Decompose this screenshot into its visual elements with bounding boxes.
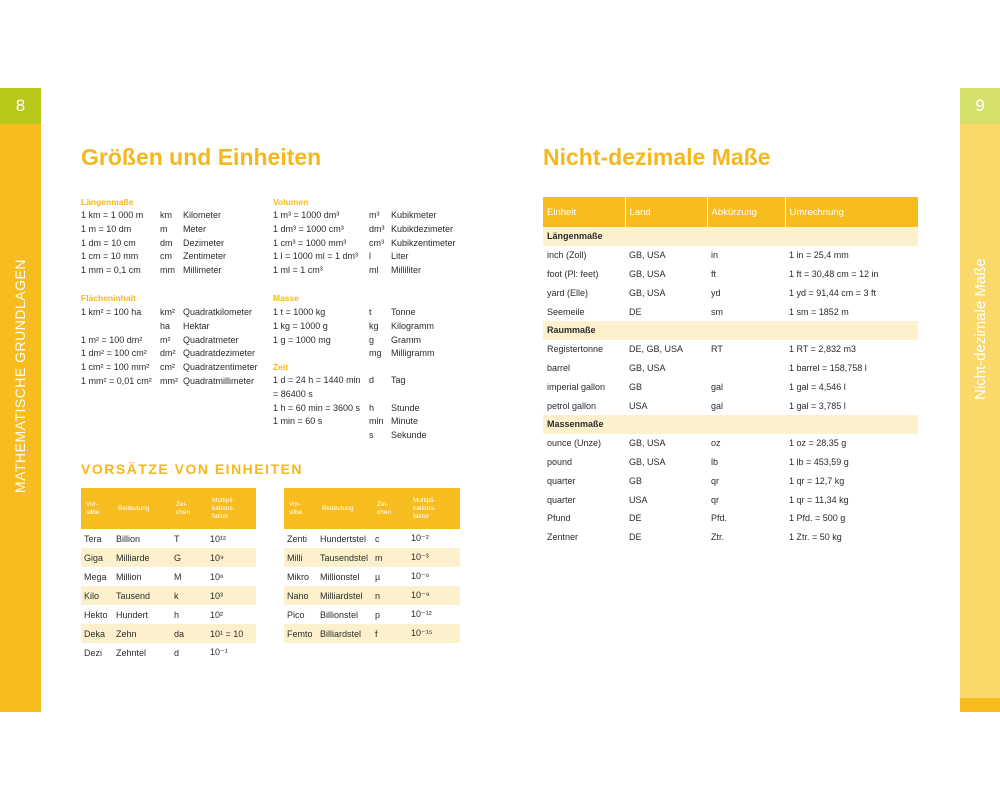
table-cell: USA — [629, 400, 648, 411]
unit-conv: 1 cm² = 100 mm² — [81, 362, 150, 373]
unit-name: Tonne — [391, 307, 416, 317]
table-cell: foot (Pl: feet) — [547, 268, 599, 279]
table-row — [81, 586, 256, 605]
unit-name: Quadratmillimeter — [183, 376, 255, 386]
unit-sym: kg — [369, 320, 379, 331]
table-cell: Pfund — [547, 513, 571, 524]
table-cell: GB, USA — [629, 362, 666, 373]
table-cell: Mega — [84, 571, 107, 582]
table-cell: Mikro — [287, 571, 309, 582]
unit-sym: ml — [369, 265, 379, 276]
unit-name: Kubikmeter — [391, 210, 437, 220]
table-cell: Tausend — [113, 586, 171, 605]
unit-name: Milligramm — [391, 348, 435, 359]
table-cell: c — [375, 533, 380, 544]
unit-sym: dm² — [160, 348, 176, 359]
prefix-header: Bedeutung — [113, 488, 171, 529]
table-cell: DE — [629, 306, 642, 317]
unit-name: Kilometer — [183, 210, 222, 220]
unit-sym: km — [160, 210, 172, 220]
table-cell: 1 yd = 91,44 cm = 3 ft — [789, 287, 877, 298]
unit-sym: dm — [160, 237, 173, 248]
table-cell: Pfd. — [711, 513, 728, 524]
table-cell: Zentner — [547, 532, 579, 543]
unit-sym: d — [369, 375, 375, 385]
table-row — [284, 529, 460, 548]
unit-conv: 1 dm³ = 1000 cm³ — [273, 223, 344, 234]
prefix-table-left — [81, 488, 256, 662]
table-cell: lb — [711, 456, 719, 467]
table-cell: 10⁻¹⁵ — [408, 624, 460, 643]
table-cell: 1 Ztr. = 50 kg — [789, 532, 842, 543]
table-cell: d — [174, 647, 180, 658]
table-cell: Hekto — [84, 609, 108, 620]
section-masse-heading: Masse — [273, 293, 299, 303]
table-cell: 1 barrel = 158,758 l — [789, 362, 867, 373]
prefix-header: Bedeutung — [317, 488, 372, 529]
table-row — [543, 340, 918, 359]
table-cell: inch (Zoll) — [547, 250, 587, 261]
table-row — [284, 567, 460, 586]
table-row — [543, 434, 918, 453]
unit-name: Zentimeter — [183, 251, 227, 262]
table-cell: Femto — [284, 624, 317, 643]
table-cell: 10⁻¹ — [210, 647, 228, 657]
table-row — [81, 529, 256, 548]
table-cell: 10³ — [207, 586, 256, 605]
table-cell: DE — [629, 513, 642, 524]
table-row — [81, 605, 256, 624]
table-cell: p — [375, 609, 381, 620]
table-row — [81, 624, 256, 643]
table-cell: Dezi — [84, 647, 103, 658]
unit-name: Kubikdezimeter — [391, 223, 454, 234]
unit-name: Kubikzentimeter — [391, 237, 456, 248]
table-cell: GB, USA — [629, 250, 666, 261]
table-cell: quarter — [547, 475, 576, 486]
table-row — [543, 490, 918, 509]
unit-name: Gramm — [391, 334, 421, 345]
table-cell: 1 Pfd. = 500 g — [789, 513, 846, 524]
table-row — [543, 396, 918, 415]
table-cell: Milli — [284, 548, 317, 567]
unit-sym: cm — [160, 251, 172, 262]
table-cell: yard (Elle) — [547, 287, 589, 298]
table-cell: Billiardstel — [317, 624, 372, 643]
table-cell: imperial gallon — [547, 381, 606, 392]
table-cell: 10⁻³ — [408, 548, 460, 567]
table-header: Umrechnung — [785, 197, 918, 227]
table-row — [543, 283, 918, 302]
table-cell: f — [372, 624, 408, 643]
table-cell: 10⁹ — [207, 548, 256, 567]
table-cell: 10⁻⁶ — [411, 571, 430, 581]
table-cell: petrol gallon — [547, 400, 597, 411]
table-cell: da — [171, 624, 207, 643]
table-cell: qr — [711, 494, 720, 505]
unit-conv: 1 mm² = 0,01 cm² — [81, 376, 152, 386]
table-row — [543, 453, 918, 472]
table-cell: RT — [711, 344, 723, 355]
right-page-title: Nicht-dezimale Maße — [543, 144, 771, 170]
prefix-header: Zei- chen — [171, 488, 207, 529]
table-cell: USA — [629, 494, 648, 505]
table-cell: GB, USA — [629, 287, 666, 298]
table-cell: Nano — [284, 586, 317, 605]
unit-conv: = 86400 s — [273, 388, 313, 399]
section-flaeche-heading: Flächeninhalt — [81, 293, 136, 303]
table-row — [284, 605, 460, 624]
table-cell: yd — [711, 287, 721, 298]
unit-conv: 1 d = 24 h = 1440 min — [273, 375, 361, 385]
unit-name: Hektar — [183, 320, 210, 331]
category-label: Raummaße — [543, 321, 918, 340]
prefix-header: Multipli- kations- faktor — [207, 488, 256, 529]
table-cell: 10¹² — [210, 533, 227, 544]
unit-sym: mm — [160, 265, 175, 276]
table-row — [81, 643, 256, 662]
table-cell: G — [171, 548, 207, 567]
table-cell: in — [711, 250, 719, 261]
table-cell: 10⁻² — [411, 533, 429, 543]
table-cell: 1 gal = 4,546 l — [789, 381, 846, 392]
prefix-title: VORSÄTZE VON EINHEITEN — [81, 461, 304, 477]
table-cell: Seemeile — [547, 306, 585, 317]
unit-conv: 1 km² = 100 ha — [81, 307, 142, 317]
section-zeit-heading: Zeit — [273, 362, 289, 372]
category-label: Massenmaße — [543, 415, 918, 434]
table-row — [543, 377, 918, 396]
table-cell: Kilo — [81, 586, 113, 605]
table-cell: sm — [711, 306, 723, 317]
table-cell: Giga — [81, 548, 113, 567]
unit-conv: 1 min = 60 s — [273, 416, 323, 427]
table-row — [284, 624, 460, 643]
unit-conv: 1 cm = 10 mm — [81, 251, 139, 262]
page-number-left: 8 — [0, 88, 41, 124]
table-cell: GB, USA — [629, 438, 666, 449]
table-cell: h — [174, 609, 180, 620]
table-header: Einheit — [543, 197, 625, 227]
table-cell: M — [174, 571, 182, 582]
table-row — [543, 265, 918, 284]
category-row — [543, 415, 918, 434]
table-header: Land — [625, 197, 707, 227]
table-row — [284, 586, 460, 605]
table-cell: 1 gal = 3,785 l — [789, 400, 846, 411]
non-decimal-table — [543, 197, 918, 547]
table-row — [543, 528, 918, 547]
table-cell: ounce (Unze) — [547, 438, 602, 449]
section-laenge-heading: Längenmaße — [81, 197, 134, 207]
table-cell: Billionstel — [320, 609, 359, 620]
table-cell: Zenti — [287, 533, 308, 544]
unit-name: Milliliter — [391, 265, 421, 276]
table-cell: 10⁶ — [210, 571, 224, 582]
table-cell: Ztr. — [711, 532, 724, 543]
left-side-label: MATHEMATISCHE GRUNDLAGEN — [12, 259, 28, 493]
unit-conv: 1 km = 1 000 m — [81, 210, 144, 220]
unit-sym: g — [369, 334, 375, 345]
table-row — [543, 359, 918, 378]
unit-sym: h — [369, 402, 375, 413]
table-cell: m — [372, 548, 408, 567]
unit-conv: 1 ml = 1 cm³ — [273, 265, 323, 276]
table-cell: 1 oz = 28,35 g — [789, 438, 847, 449]
table-cell: Milliardstel — [317, 586, 372, 605]
table-row — [81, 548, 256, 567]
table-cell: Milliarde — [113, 548, 171, 567]
unit-name: Meter — [183, 223, 207, 234]
unit-name: Liter — [391, 251, 409, 262]
unit-conv: 1 t = 1000 kg — [273, 307, 326, 317]
table-cell: 1 lb = 453,59 g — [789, 456, 849, 467]
table-cell: GB — [629, 381, 643, 392]
prefix-header: Zei- chen — [372, 488, 408, 529]
table-row — [543, 302, 918, 321]
unit-conv: 1 m² = 100 dm² — [81, 334, 143, 345]
page-number-right: 9 — [960, 88, 1000, 124]
unit-name: Dezimeter — [183, 237, 225, 248]
table-cell: 1 ft = 30,48 cm = 12 in — [789, 268, 879, 279]
table-cell: DE, GB, USA — [629, 344, 684, 355]
unit-sym: km² — [160, 307, 175, 317]
unit-sym: m³ — [369, 210, 380, 220]
table-header: Abkürzung — [707, 197, 785, 227]
table-cell: Millionstel — [320, 571, 360, 582]
unit-sym: m — [160, 223, 168, 234]
table-cell: 1 qr = 11,34 kg — [789, 494, 849, 505]
table-cell: 10¹ = 10 — [207, 624, 256, 643]
table-cell: 10⁻¹² — [411, 609, 432, 619]
unit-conv: 1 l = 1000 ml = 1 dm³ — [273, 251, 359, 262]
table-cell: ft — [711, 268, 717, 279]
right-side-bar — [960, 88, 1000, 712]
table-cell: Hundertstel — [320, 533, 367, 544]
table-cell: quarter — [547, 494, 576, 505]
category-row — [543, 227, 918, 246]
unit-conv: 1 kg = 1000 g — [273, 320, 328, 331]
unit-sym: cm³ — [369, 237, 384, 248]
table-cell: 1 qr = 12,7 kg — [789, 475, 845, 486]
unit-sym: m² — [160, 334, 171, 345]
prefix-header: Multipli- kations- faktor — [408, 488, 460, 529]
table-cell: GB — [629, 475, 643, 486]
unit-name: Quadratzentimeter — [183, 362, 258, 373]
unit-name: Stunde — [391, 402, 420, 413]
category-label: Längenmaße — [543, 227, 918, 246]
table-cell: 10² — [210, 609, 224, 620]
unit-name: Millimeter — [183, 265, 222, 276]
unit-sym: ha — [160, 320, 171, 331]
table-row — [81, 567, 256, 586]
table-cell: GB, USA — [629, 268, 666, 279]
right-side-label: Nicht-dezimale Maße — [972, 258, 989, 400]
category-row — [543, 321, 918, 340]
table-cell: 10⁻⁹ — [408, 586, 460, 605]
table-cell: Million — [116, 571, 142, 582]
table-row — [284, 548, 460, 567]
unit-sym: s — [369, 430, 374, 441]
prefix-header: Vor- silbe — [81, 488, 113, 529]
unit-conv: 1 m³ = 1000 dm³ — [273, 210, 340, 220]
section-volumen-heading: Volumen — [273, 197, 309, 207]
table-cell: Zehn — [113, 624, 171, 643]
table-cell: GB, USA — [629, 456, 666, 467]
table-cell: gal — [711, 381, 724, 392]
table-cell: qr — [711, 475, 720, 486]
table-cell: µ — [375, 571, 381, 582]
unit-conv: 1 dm = 10 cm — [81, 237, 136, 248]
table-cell: Deka — [81, 624, 113, 643]
table-cell: Registertonne — [547, 344, 604, 355]
unit-sym: t — [369, 307, 372, 317]
unit-name: Tag — [391, 375, 406, 385]
unit-conv: 1 cm³ = 1000 mm³ — [273, 237, 347, 248]
unit-name: Minute — [391, 416, 419, 427]
unit-sym: mg — [369, 348, 382, 359]
prefix-table-right — [284, 488, 460, 643]
unit-name: Quadratmeter — [183, 334, 239, 345]
table-cell: Tera — [84, 533, 102, 544]
unit-name: Sekunde — [391, 430, 427, 441]
left-side-bar — [0, 88, 41, 712]
table-cell: pound — [547, 456, 573, 467]
unit-name: Quadratkilometer — [183, 307, 253, 317]
table-cell: Zehntel — [116, 647, 147, 658]
table-cell: Pico — [287, 609, 305, 620]
table-cell: Tausendstel — [317, 548, 372, 567]
unit-sym: min — [369, 416, 384, 427]
unit-sym: l — [369, 251, 371, 262]
table-cell — [707, 359, 785, 378]
table-cell: barrel — [547, 362, 571, 373]
table-row — [543, 509, 918, 528]
table-cell: n — [372, 586, 408, 605]
table-cell: DE — [629, 532, 642, 543]
unit-conv: 1 h = 60 min = 3600 s — [273, 402, 361, 413]
table-cell: oz — [711, 438, 721, 449]
table-cell: Billion — [116, 533, 141, 544]
table-row — [543, 471, 918, 490]
table-row — [543, 246, 918, 265]
table-cell: gal — [711, 400, 724, 411]
table-cell: k — [171, 586, 207, 605]
unit-sym: cm² — [160, 362, 175, 373]
table-cell: T — [174, 533, 180, 544]
table-cell: 1 RT = 2,832 m3 — [789, 344, 856, 355]
table-cell: 1 in = 25,4 mm — [789, 250, 849, 261]
table-cell: Hundert — [116, 609, 149, 620]
table-cell: 1 sm = 1852 m — [789, 306, 849, 317]
unit-conv: 1 g = 1000 mg — [273, 334, 331, 345]
unit-sym: mm² — [160, 376, 178, 386]
unit-conv: 1 dm² = 100 cm² — [81, 348, 147, 359]
right-side-strip — [960, 698, 1000, 712]
left-page-title: Größen und Einheiten — [81, 144, 322, 170]
unit-sym: dm³ — [369, 223, 385, 234]
unit-conv: 1 m = 10 dm — [81, 223, 132, 234]
unit-name: Kilogramm — [391, 320, 435, 331]
prefix-header: Vor- silbe — [284, 488, 317, 529]
unit-conv: 1 mm = 0,1 cm — [81, 265, 141, 276]
unit-name: Quadratdezimeter — [183, 348, 256, 359]
